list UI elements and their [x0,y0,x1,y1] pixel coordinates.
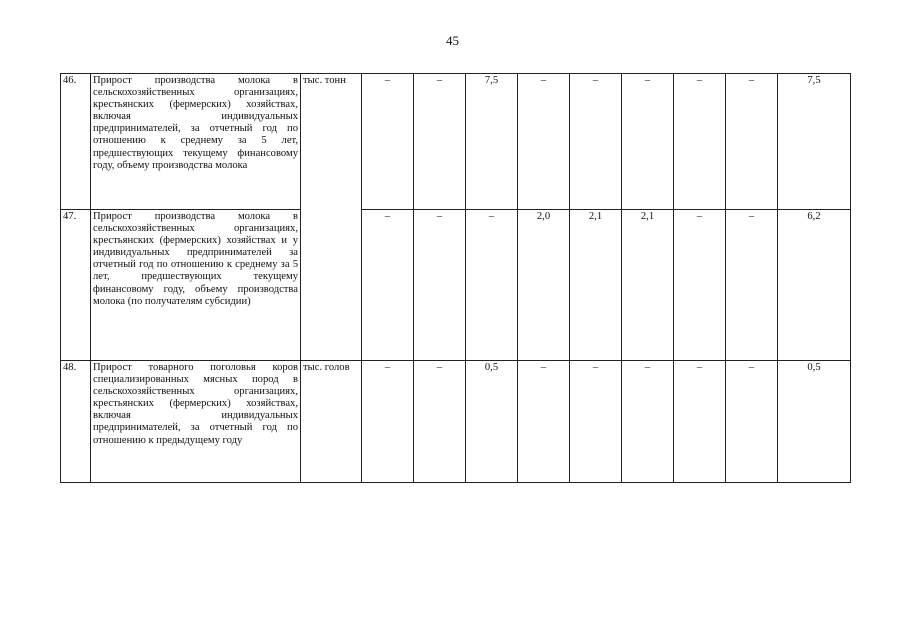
value-cell: – [362,361,414,483]
value-cell: – [674,74,726,210]
row-description: Прирост товарного поголовья коров специализированных мясных пород в сельскохозяйственных организациях, крестьянских (фермерских) хозяйствах, включая индивидуальных предпринимателей, за отчетный год по отношению к предыдущему году [91,361,301,483]
value-cell: – [518,361,570,483]
value-cell: 2,1 [622,210,674,361]
value-cell: – [674,210,726,361]
value-cell: – [622,74,674,210]
value-cell: – [466,210,518,361]
value-cell: 0,5 [466,361,518,483]
value-cell: – [622,361,674,483]
value-cell: 7,5 [466,74,518,210]
value-cell: – [726,210,778,361]
table-row [61,74,851,210]
row-description: Прирост производства молока в сельскохозяйственных организациях, крестьянских (фермерских) хозяйствах и у индивидуальных предпринимателей за отчетный год по отношению к среднему за 5 лет, предшествующих текущему финансовому году, объему производства молока (по получателям субсидии) [91,210,301,361]
row-number: 46. [61,74,91,210]
row-unit: тыс. тонн [301,74,362,361]
row-description: Прирост производства молока в сельскохозяйственных организациях, крестьянских (фермерских) хозяйствах, включая индивидуальных предпринимателей, за отчетный год по отношению к среднему за 5 лет, предшествующих текущему финансовому году, объему производства молока [91,74,301,210]
value-cell: – [726,361,778,483]
table-row [61,210,851,361]
value-cell: 2,1 [570,210,622,361]
value-cell: – [570,361,622,483]
indicators-table [60,73,851,483]
row-number: 47. [61,210,91,361]
total-cell: 6,2 [778,210,851,361]
value-cell: – [518,74,570,210]
value-cell: – [726,74,778,210]
value-cell: – [414,74,466,210]
page-number: 45 [446,33,459,48]
value-cell: – [570,74,622,210]
value-cell: – [414,361,466,483]
total-cell: 0,5 [778,361,851,483]
row-unit: тыс. голов [301,361,362,483]
value-cell: – [414,210,466,361]
value-cell: – [362,210,414,361]
value-cell: – [362,74,414,210]
table-row [61,361,851,483]
row-number: 48. [61,361,91,483]
total-cell: 7,5 [778,74,851,210]
value-cell: 2,0 [518,210,570,361]
value-cell: – [674,361,726,483]
